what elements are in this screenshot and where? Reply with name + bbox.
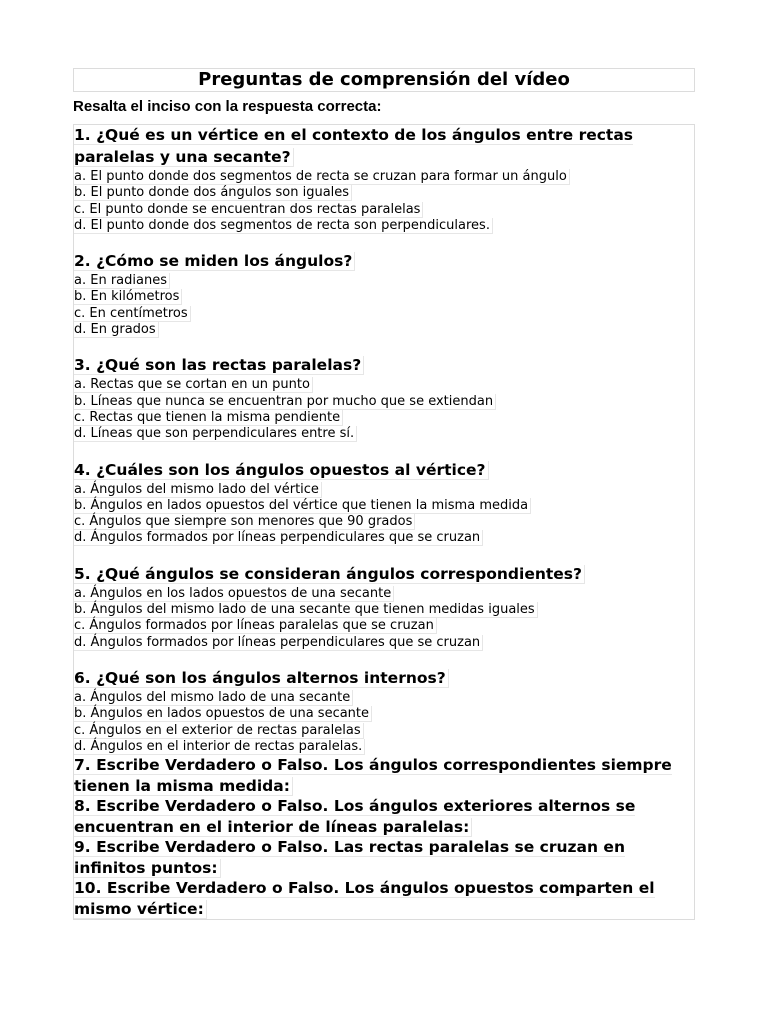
question-2 (74, 251, 694, 338)
question-6-option-d[interactable]: d. Ángulos en el interior de rectas paralelas. (74, 739, 694, 755)
true-false-8[interactable]: 8. Escribe Verdadero o Falso. Los ángulos exteriores alternos se encuentran en el interior de líneas paralelas: (74, 797, 636, 836)
question-6-option-c[interactable]: c. Ángulos en el exterior de rectas paralelas (74, 723, 694, 739)
question-1-option-c[interactable]: c. El punto donde se encuentran dos rectas paralelas (74, 202, 694, 218)
question-1-option-b[interactable]: b. El punto donde dos ángulos son iguales (74, 185, 694, 201)
question-4-text: 4. ¿Cuáles son los ángulos opuestos al vértice? (74, 461, 489, 480)
question-4-option-a[interactable]: a. Ángulos del mismo lado del vértice (74, 482, 694, 498)
question-6-option-b[interactable]: b. Ángulos en lados opuestos de una secante (74, 706, 694, 722)
question-3-text: 3. ¿Qué son las rectas paralelas? (74, 356, 364, 375)
question-5-option-d[interactable]: d. Ángulos formados por líneas perpendiculares que se cruzan (74, 635, 694, 651)
question-5-option-b[interactable]: b. Ángulos del mismo lado de una secante que tienen medidas iguales (74, 602, 694, 618)
question-1-text: 1. ¿Qué es un vértice en el contexto de los ángulos entre rectas paralelas y una secante? (74, 126, 634, 166)
question-6 (74, 668, 694, 755)
question-1-option-d[interactable]: d. El punto donde dos segmentos de recta son perpendiculares. (74, 218, 694, 234)
document-page (73, 68, 695, 920)
question-2-option-a[interactable]: a. En radianes (74, 273, 694, 289)
true-false-7[interactable]: 7. Escribe Verdadero o Falso. Los ángulos correspondientes siempre tienen la misma medida: (74, 756, 672, 795)
question-1-option-a[interactable]: a. El punto donde dos segmentos de recta se cruzan para formar un ángulo (74, 169, 694, 185)
question-3-option-b[interactable]: b. Líneas que nunca se encuentran por mucho que se extiendan (74, 394, 694, 410)
question-6-text: 6. ¿Qué son los ángulos alternos internos? (74, 669, 449, 688)
question-1 (74, 125, 694, 234)
question-3-option-d[interactable]: d. Líneas que son perpendiculares entre sí. (74, 426, 694, 442)
question-2-option-d[interactable]: d. En grados (74, 322, 694, 338)
true-false-9[interactable]: 9. Escribe Verdadero o Falso. Las rectas paralelas se cruzan en infinitos puntos: (74, 838, 625, 877)
question-2-option-b[interactable]: b. En kilómetros (74, 289, 694, 305)
question-4 (74, 460, 694, 547)
question-4-option-b[interactable]: b. Ángulos en lados opuestos del vértice que tienen la misma medida (74, 498, 694, 514)
question-5 (74, 564, 694, 651)
question-3-option-c[interactable]: c. Rectas que tienen la misma pendiente (74, 410, 694, 426)
question-5-option-c[interactable]: c. Ángulos formados por líneas paralelas que se cruzan (74, 618, 694, 634)
questions-section (73, 124, 695, 920)
question-4-option-d[interactable]: d. Ángulos formados por líneas perpendiculares que se cruzan (74, 530, 694, 546)
question-5-option-a[interactable]: a. Ángulos en los lados opuestos de una secante (74, 586, 694, 602)
question-6-option-a[interactable]: a. Ángulos del mismo lado de una secante (74, 690, 694, 706)
question-3-option-a[interactable]: a. Rectas que se cortan en un punto (74, 377, 694, 393)
question-5-text: 5. ¿Qué ángulos se consideran ángulos correspondientes? (74, 565, 585, 584)
true-false-10[interactable]: 10. Escribe Verdadero o Falso. Los ángulos opuestos comparten el mismo vértice: (74, 879, 655, 918)
question-3 (74, 355, 694, 442)
question-2-option-c[interactable]: c. En centímetros (74, 306, 694, 322)
question-4-option-c[interactable]: c. Ángulos que siempre son menores que 90 grados (74, 514, 694, 530)
question-2-text: 2. ¿Cómo se miden los ángulos? (74, 252, 355, 271)
instruction-text: Resalta el inciso con la respuesta correcta: (73, 98, 382, 115)
document-title: Preguntas de comprensión del vídeo (73, 68, 695, 92)
